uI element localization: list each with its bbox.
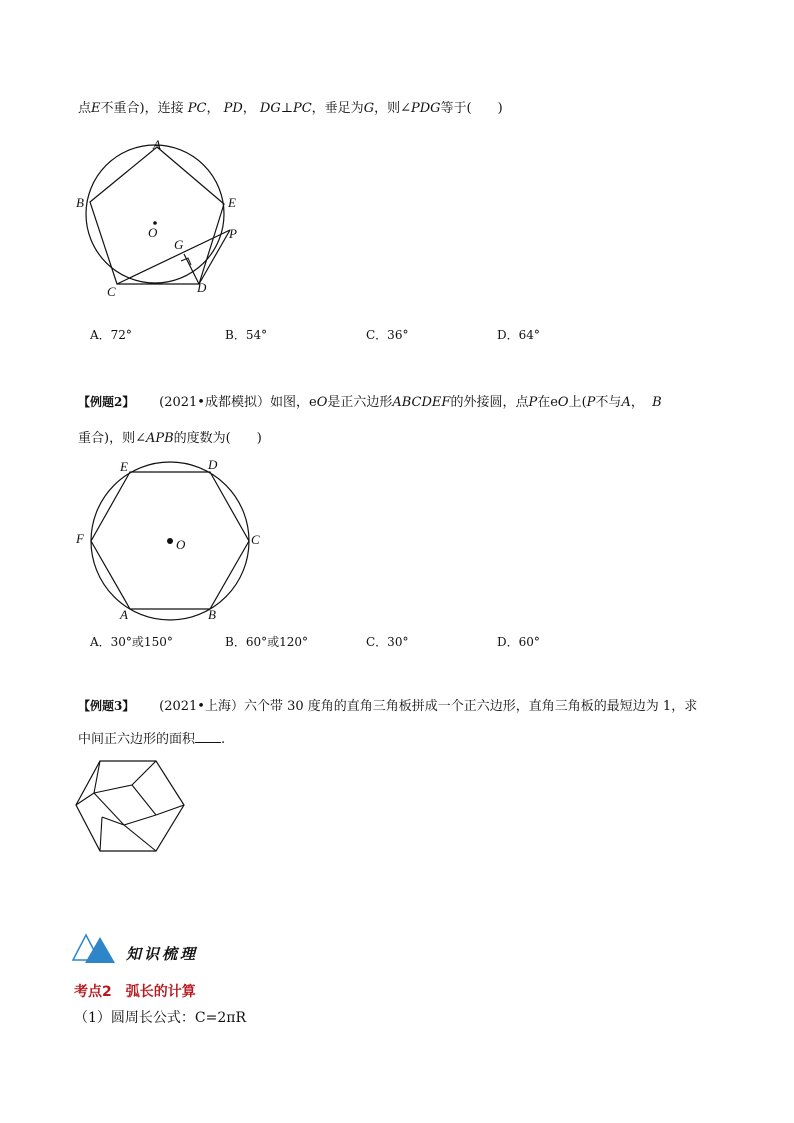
triangle-logo-icon xyxy=(72,932,118,966)
q2-option-a[interactable]: A．30°或150° xyxy=(90,635,173,649)
label-D: D xyxy=(208,457,218,472)
formula-item: （1）圆周长公式：C=2πR xyxy=(74,1010,246,1026)
label-A: A xyxy=(153,137,161,152)
label-F: F xyxy=(76,531,84,546)
q2-stem-line1: 【例题2】 (2021•成都模拟）如图，eO是正六边形ABCDEF的外接圆，点P在eO上(P不与A， B xyxy=(78,395,662,410)
label-O: O xyxy=(148,225,158,240)
q2-option-b[interactable]: B．60°或120° xyxy=(225,635,308,649)
q3-stem-line1: 【例题3】 (2021•上海）六个带 30 度角的直角三角板拼成一个正六边形，直角三角板的最短边为 1，求 xyxy=(78,699,698,714)
q1-stem: 点E不重合)，连接 PC， PD， DG⊥PC，垂足为G，则∠PDG等于( ) xyxy=(78,101,503,116)
q2-stem-line2: 重合)，则∠APB的度数为( ) xyxy=(78,431,262,446)
label-E: E xyxy=(228,195,236,210)
q1-option-a[interactable]: A．72° xyxy=(90,328,132,342)
answer-blank[interactable] xyxy=(195,730,221,743)
label-C: C xyxy=(251,532,260,547)
label-D: D xyxy=(197,280,207,295)
label-G: G xyxy=(174,237,184,252)
section-heading: 知识梳理 xyxy=(126,945,199,963)
label-B: B xyxy=(76,195,84,210)
q2-option-c[interactable]: C．30° xyxy=(366,635,409,649)
label-B: B xyxy=(208,607,216,622)
q1-option-d[interactable]: D．64° xyxy=(497,328,540,342)
kp-title: 考点2 弧长的计算 xyxy=(74,984,196,1000)
q1-option-b[interactable]: B．54° xyxy=(225,328,268,342)
label-A: A xyxy=(120,607,128,622)
q3-stem-line2: 中间正六边形的面积 . xyxy=(78,732,226,747)
label-O: O xyxy=(176,537,186,552)
hexagon-figure xyxy=(70,455,270,625)
pinwheel-hexagon-figure xyxy=(72,755,192,860)
q2-option-d[interactable]: D．60° xyxy=(497,635,540,649)
label-C: C xyxy=(107,284,116,299)
q1-option-c[interactable]: C．36° xyxy=(366,328,409,342)
pentagon-figure xyxy=(60,130,260,310)
label-E: E xyxy=(120,459,128,474)
label-P: P xyxy=(229,226,237,241)
